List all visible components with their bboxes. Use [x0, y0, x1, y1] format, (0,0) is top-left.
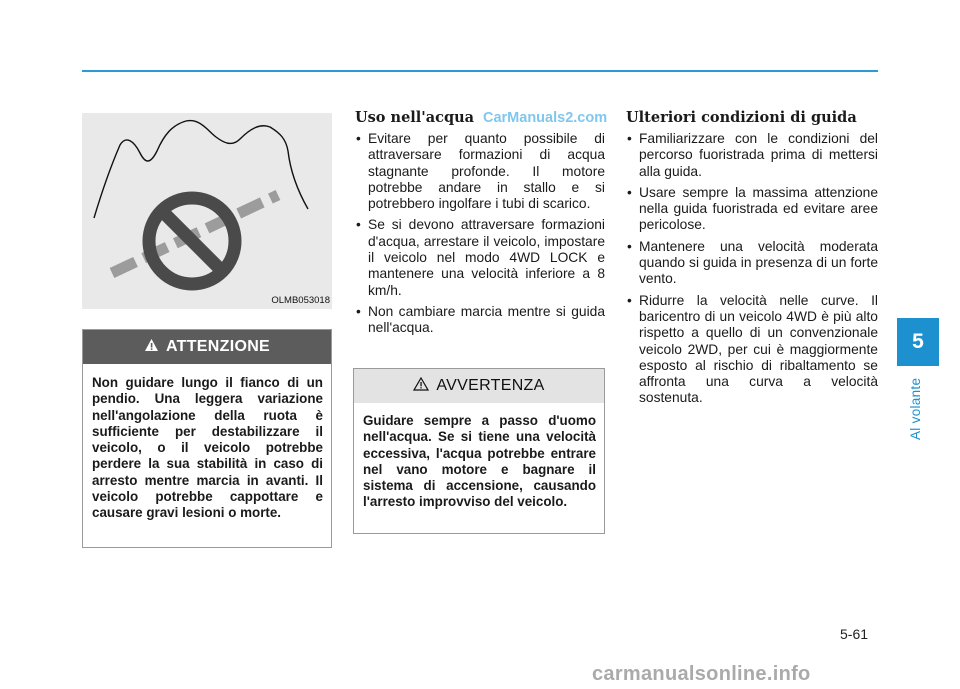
figure-illustration — [82, 113, 332, 309]
list-item: • Ridurre la velocità nelle curve. Il baricentro di un veicolo 4WD è più alto rispetto a quello di un convenzionale veicolo 2WD, per cui è maggiormente esposto al rischio di ribaltamento se affronta una curva a velocità sostenuta. — [626, 293, 878, 407]
list-item: • Mantenere una velocità moderata quando si guida in presenza di un forte vento. — [626, 239, 878, 288]
attenzione-text: Non guidare lungo il fianco di un pendio. Una leggera variazione nell'angolazione della ruota è sufficiente per destabilizzare il veicolo, o il veicolo potrebbe perdere la sua stabilità in caso di arresto mentre marcia in avanti. Il veicolo potrebbe cappottare e causare gravi lesioni o morte. — [92, 375, 323, 521]
attenzione-box — [82, 329, 332, 548]
warning-outline-icon — [413, 377, 429, 396]
list-item: • Se si devono attraversare formazioni d'acqua, arrestare il veicolo, impostare il veicolo nel modo 4WD LOCK e mantenere una velocità inferiore a 8 km/h. — [355, 217, 605, 298]
page-number: 5-61 — [840, 626, 869, 642]
watermark-top: CarManuals2.com — [483, 110, 608, 126]
list-item: • Usare sempre la massima attenzione nella guida fuoristrada ed evitare aree pericolose. — [626, 185, 878, 234]
avvertenza-box — [353, 368, 605, 534]
chapter-number-tab: 5 — [897, 318, 939, 366]
uso-acqua-section — [355, 109, 608, 342]
section-title-uso-acqua: Uso nell'acqua — [355, 109, 475, 126]
attenzione-header — [83, 330, 331, 364]
figure-code: OLMB053018 — [271, 295, 330, 306]
ulteriori-section — [626, 109, 878, 412]
avvertenza-title: AVVERTENZA — [436, 377, 545, 394]
list-item: • Familiarizzare con le condizioni del percorso fuoristrada prima di mettersi alla guida. — [626, 131, 878, 180]
watermark-bottom: carmanualsonline.info — [592, 663, 811, 685]
ulteriori-list — [626, 131, 878, 407]
avvertenza-header — [354, 369, 604, 403]
chapter-side-label: Al volante — [908, 377, 923, 440]
prohibition-sign-icon — [82, 113, 332, 309]
warning-triangle-icon — [144, 338, 159, 357]
avvertenza-text: Guidare sempre a passo d'uomo nell'acqua. Se si tiene una velocità eccessiva, l'acqua potrebbe entrare nel vano motore e bagnare il sistema di accensione, causando l'arresto improvviso del veicolo. — [363, 413, 596, 510]
list-item: • Evitare per quanto possibile di attraversare formazioni di acqua stagnante profonde. Il motore potrebbe andare in stallo e si potrebbero ingolfare i tubi di scarico. — [355, 131, 605, 212]
list-item: • Non cambiare marcia mentre si guida nell'acqua. — [355, 304, 605, 337]
uso-acqua-list — [355, 131, 605, 337]
attenzione-title: ATTENZIONE — [165, 338, 271, 355]
section-title-ulteriori: Ulteriori condizioni di guida — [626, 109, 857, 126]
header-rule — [82, 70, 878, 72]
